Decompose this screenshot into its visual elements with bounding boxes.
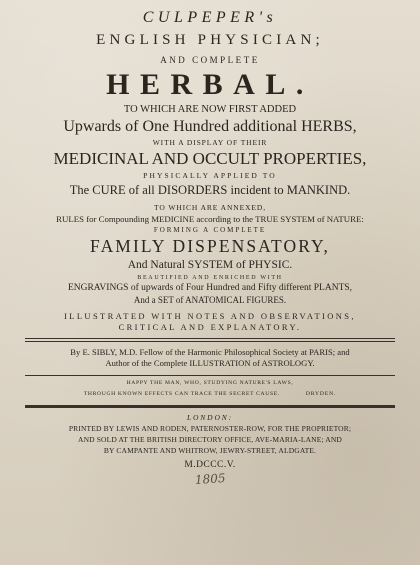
motto-author: DRYDEN. (305, 391, 337, 398)
title-line-english-physician: ENGLISH PHYSICIAN; (96, 31, 324, 48)
title-line-herbal: HERBAL. (106, 67, 314, 101)
title-line-upwards-herbs: Upwards of One Hundred additional HERBS, (63, 117, 357, 135)
title-line-forming-complete: FORMING A COMPLETE (153, 226, 267, 235)
divider-rule (25, 405, 395, 408)
title-line-beautified: BEAUTIFIED AND ENRICHED WITH (137, 274, 283, 281)
title-line-anatomical: And a SET of ANATOMICAL FIGURES. (133, 295, 287, 306)
title-line-medicinal-occult: MEDICINAL AND OCCULT PROPERTIES, (53, 149, 367, 169)
title-line-culpeper: CULPEPER's (142, 9, 278, 26)
title-line-with-display: WITH A DISPLAY OF THEIR (152, 138, 268, 148)
handwritten-date: 1805 (194, 470, 226, 487)
imprint-line-1: PRINTED BY LEWIS AND RODEN, PATERNOSTER-ROW, FOR THE PROPRIETOR; (68, 424, 352, 434)
motto-text-2: THROUGH KNOWN EFFECTS CAN TRACE THE SECRET CAUSE. (83, 391, 280, 398)
motto-line-1: HAPPY THE MAN, WHO, STUDYING NATURE'S LAWS, (126, 380, 294, 387)
title-line-engravings: ENGRAVINGS of upwards of Four Hundred and Fifty different PLANTS, (67, 283, 353, 294)
author-line-2: Author of the Complete ILLUSTRATION of ASTROLOGY. (105, 358, 315, 369)
title-line-annexed: TO WHICH ARE ANNEXED, (154, 203, 266, 213)
title-line-system-physic: And Natural SYSTEM of PHYSIC. (127, 258, 293, 271)
imprint-line-3: BY CAMPANTE AND WHITROW, JEWRY-STREET, ALDGATE. (103, 445, 317, 455)
motto-line-2 (10, 392, 410, 398)
title-line-physically-applied: PHYSICALLY APPLIED TO (143, 171, 277, 181)
handwritten-date-row (10, 471, 410, 488)
title-line-to-which-added: TO WHICH ARE NOW FIRST ADDED (123, 104, 297, 116)
imprint-date: M.DCCC.V. (184, 459, 236, 470)
title-line-cure-disorders: The CURE of all DISORDERS incident to MANKIND. (69, 182, 351, 197)
title-line-family-dispensatory: FAMILY DISPENSATORY, (90, 236, 330, 257)
divider-rule (25, 375, 395, 376)
title-line-rules-compounding: RULES for Compounding MEDICINE according to the TRUE SYSTEM of NATURE: (56, 213, 364, 224)
author-line-1: By E. SIBLY, M.D. Fellow of the Harmonic Philosophical Society at PARIS; and (70, 347, 350, 358)
imprint-place: LONDON: (186, 413, 234, 423)
title-line-illustrated: ILLUSTRATED WITH NOTES AND OBSERVATIONS, (64, 310, 356, 321)
title-line-critical: CRITICAL AND EXPLANATORY. (118, 321, 302, 332)
title-line-and-complete: AND COMPLETE (160, 54, 260, 65)
imprint-line-2: AND SOLD AT THE BRITISH DIRECTORY OFFICE, AVE-MARIA-LANE; AND (78, 434, 342, 444)
divider-rule (25, 338, 395, 342)
